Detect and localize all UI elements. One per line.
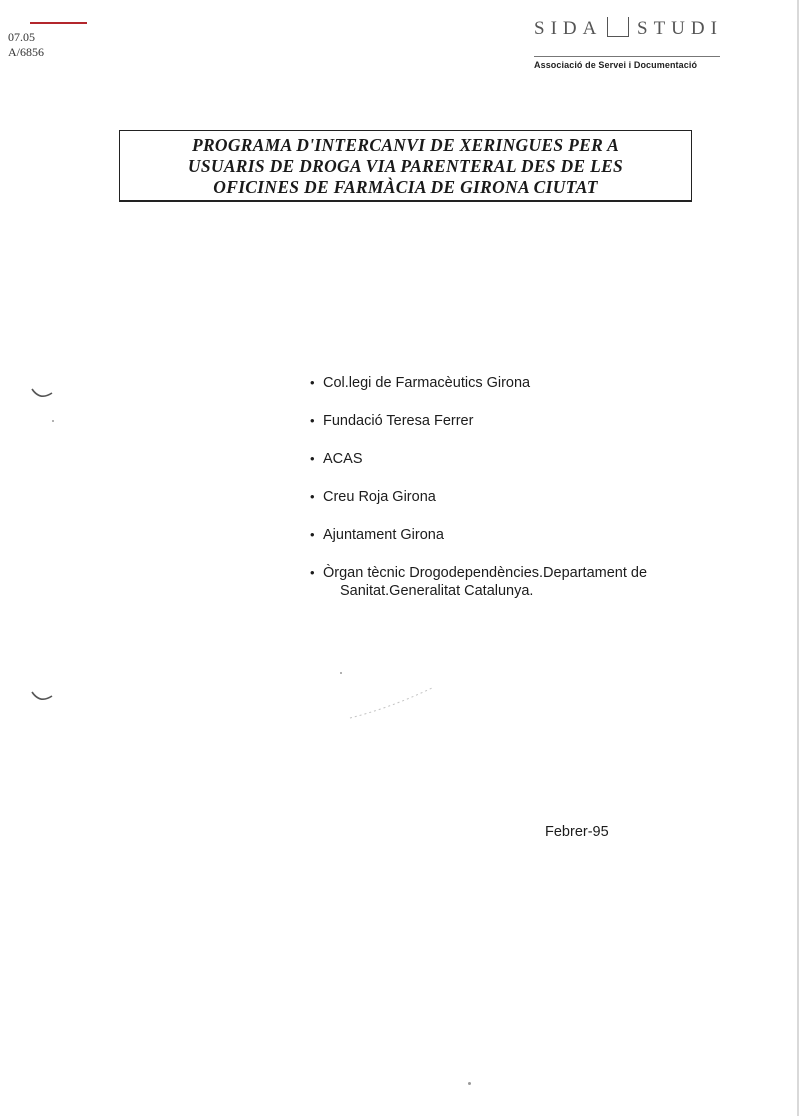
organization-name: Ajuntament Girona xyxy=(323,527,444,543)
organizations-list xyxy=(310,374,647,600)
sida-studi-logo xyxy=(534,14,724,44)
document-title-box xyxy=(119,130,692,202)
list-item-continuation xyxy=(310,582,647,600)
organization-name: Col.legi de Farmacèutics Girona xyxy=(323,375,531,391)
logo-word-left: SIDA xyxy=(534,18,603,39)
logo-rule xyxy=(534,56,720,57)
bullet-icon: • xyxy=(310,527,315,542)
binder-hole-mark-icon xyxy=(30,688,54,704)
logo-organization: Associació de Servei i Documentació xyxy=(534,60,698,70)
bullet-icon: • xyxy=(310,413,315,428)
bullet-icon: • xyxy=(310,375,315,390)
document-date: Febrer-95 xyxy=(545,824,609,840)
logo-word-right: STUDI xyxy=(637,18,723,39)
scan-speck xyxy=(468,1082,471,1085)
organization-name: ACAS xyxy=(323,451,363,467)
list-item xyxy=(310,488,647,506)
list-item xyxy=(310,450,647,468)
logo-box-icon xyxy=(607,17,629,37)
scan-speck xyxy=(52,420,54,422)
organization-name: Creu Roja Girona xyxy=(323,489,436,505)
scan-smudge xyxy=(340,680,440,725)
filing-mark-line xyxy=(30,22,87,24)
bullet-icon: • xyxy=(310,489,315,504)
scan-speck xyxy=(340,672,342,674)
organization-name: Fundació Teresa Ferrer xyxy=(323,413,474,429)
list-item xyxy=(310,374,647,392)
bullet-icon: • xyxy=(310,565,315,580)
title-line-3: OFICINES DE FARMÀCIA DE GIRONA CIUTAT xyxy=(213,177,598,197)
list-item xyxy=(310,412,647,430)
filing-code xyxy=(8,30,44,60)
binder-hole-mark-icon xyxy=(30,385,54,401)
title-line-2: USUARIS DE DROGA VIA PARENTERAL DES DE LES xyxy=(187,156,624,176)
filing-code-line2: A/6856 xyxy=(8,45,44,59)
filing-code-line1: 07.05 xyxy=(8,30,35,44)
organization-name: Òrgan tècnic Drogodependències.Departament de xyxy=(323,565,648,581)
bullet-icon: • xyxy=(310,451,315,466)
organization-name-continuation: Sanitat.Generalitat Catalunya. xyxy=(340,583,534,599)
list-item xyxy=(310,526,647,544)
list-item xyxy=(310,564,647,582)
title-line-1: PROGRAMA D'INTERCANVI DE XERINGUES PER A xyxy=(191,135,620,155)
